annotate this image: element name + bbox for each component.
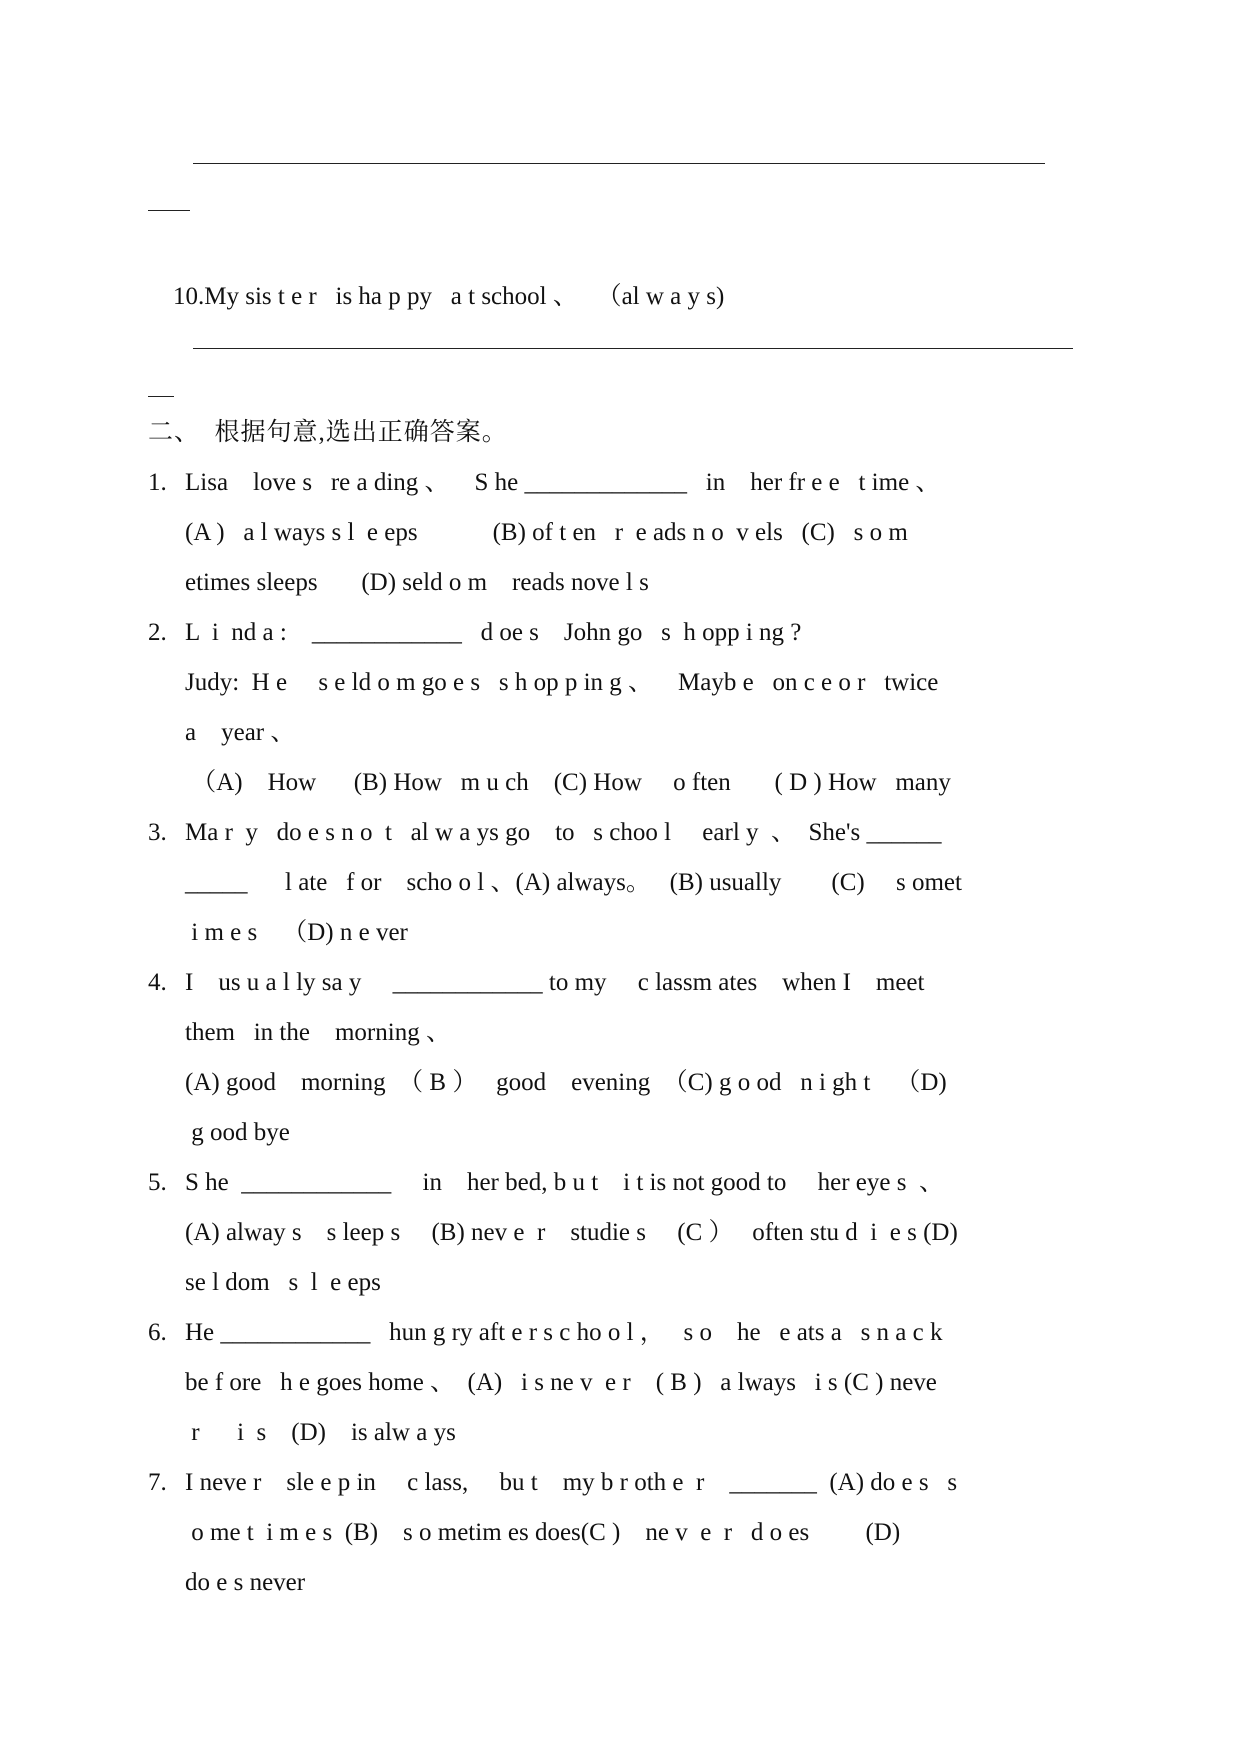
question-number: 5.	[148, 1169, 167, 1196]
question-number: 7.	[148, 1469, 167, 1496]
question-10	[148, 252, 724, 342]
question-option-line: o me t i m e s (B) s o metim es does(C ) ne v e r d o es (D)	[185, 1519, 901, 1546]
question-number: 1.	[148, 469, 167, 496]
question-line: L i nd a : ____________ d oe s John go s h opp i ng ?	[185, 619, 802, 646]
question-option-line: etimes sleeps (D) seld o m reads nove l s	[185, 569, 649, 596]
answer-line-tail	[148, 210, 190, 211]
question-option-line: g ood bye	[185, 1119, 290, 1146]
answer-line	[193, 348, 1073, 349]
question-line: I neve r sle e p in c lass, bu t my b r oth e r _______ (A) do e s s	[185, 1469, 958, 1496]
question-line: a year 、	[185, 719, 296, 746]
question-number: 4.	[148, 969, 167, 996]
question-option-line: （A) How (B) How m u ch (C) How o ften ( D ) How many	[185, 769, 951, 796]
question-option-line: (A ) a l ways s l e eps (B) of t en r e ads n o v els (C) s o m	[185, 519, 908, 546]
question-line: Ma r y do e s n o t al w a ys go to s choo l earl y 、 She's ______	[185, 819, 942, 846]
question-text: My sis t e r is ha p py a t school 、 （al w a y s)	[204, 283, 725, 310]
question-option-line: se l dom s l e eps	[185, 1269, 381, 1296]
question-number: 10.	[173, 283, 205, 310]
question-line: I us u a l ly sa y ____________ to my c lassm ates when I meet	[185, 969, 925, 996]
question-number: 6.	[148, 1319, 167, 1346]
question-option-line: do e s never	[185, 1569, 306, 1596]
question-option-line: i m e s （D) n e ver	[185, 919, 408, 946]
question-option-line: _____ l ate f or scho o l 、(A) always。 (B) usually (C) s omet	[185, 869, 962, 896]
question-option-line: r i s (D) is alw a ys	[185, 1419, 456, 1446]
answer-line	[193, 163, 1045, 164]
section-title: 二、 根据句意,选出正确答案。	[148, 419, 508, 446]
question-line: Lisa love s re a ding 、 S he _____________ in her fr e e t ime 、	[185, 469, 941, 496]
question-line: Judy: H e s e ld o m go e s s h op p in g 、 Mayb e on c e o r twice	[185, 669, 939, 696]
question-line: He ____________ hun g ry aft e r s c ho o l ， s o he e ats a s n a c k	[185, 1319, 943, 1346]
question-number: 2.	[148, 619, 167, 646]
question-option-line: be f ore h e goes home 、 (A) i s ne v e r ( B ) a lways i s (C ) neve	[185, 1369, 937, 1396]
answer-line-tail	[148, 396, 174, 397]
question-line: S he ____________ in her bed, b u t i t is not good to her eye s 、	[185, 1169, 944, 1196]
question-number: 3.	[148, 819, 167, 846]
question-option-line: (A) alway s s leep s (B) nev e r studie s (C ） often stu d i e s (D)	[185, 1219, 958, 1246]
question-line: them in the morning 、	[185, 1019, 451, 1046]
question-option-line: (A) good morning （ B ） good evening （C) g o od n i gh t （D)	[185, 1069, 947, 1096]
